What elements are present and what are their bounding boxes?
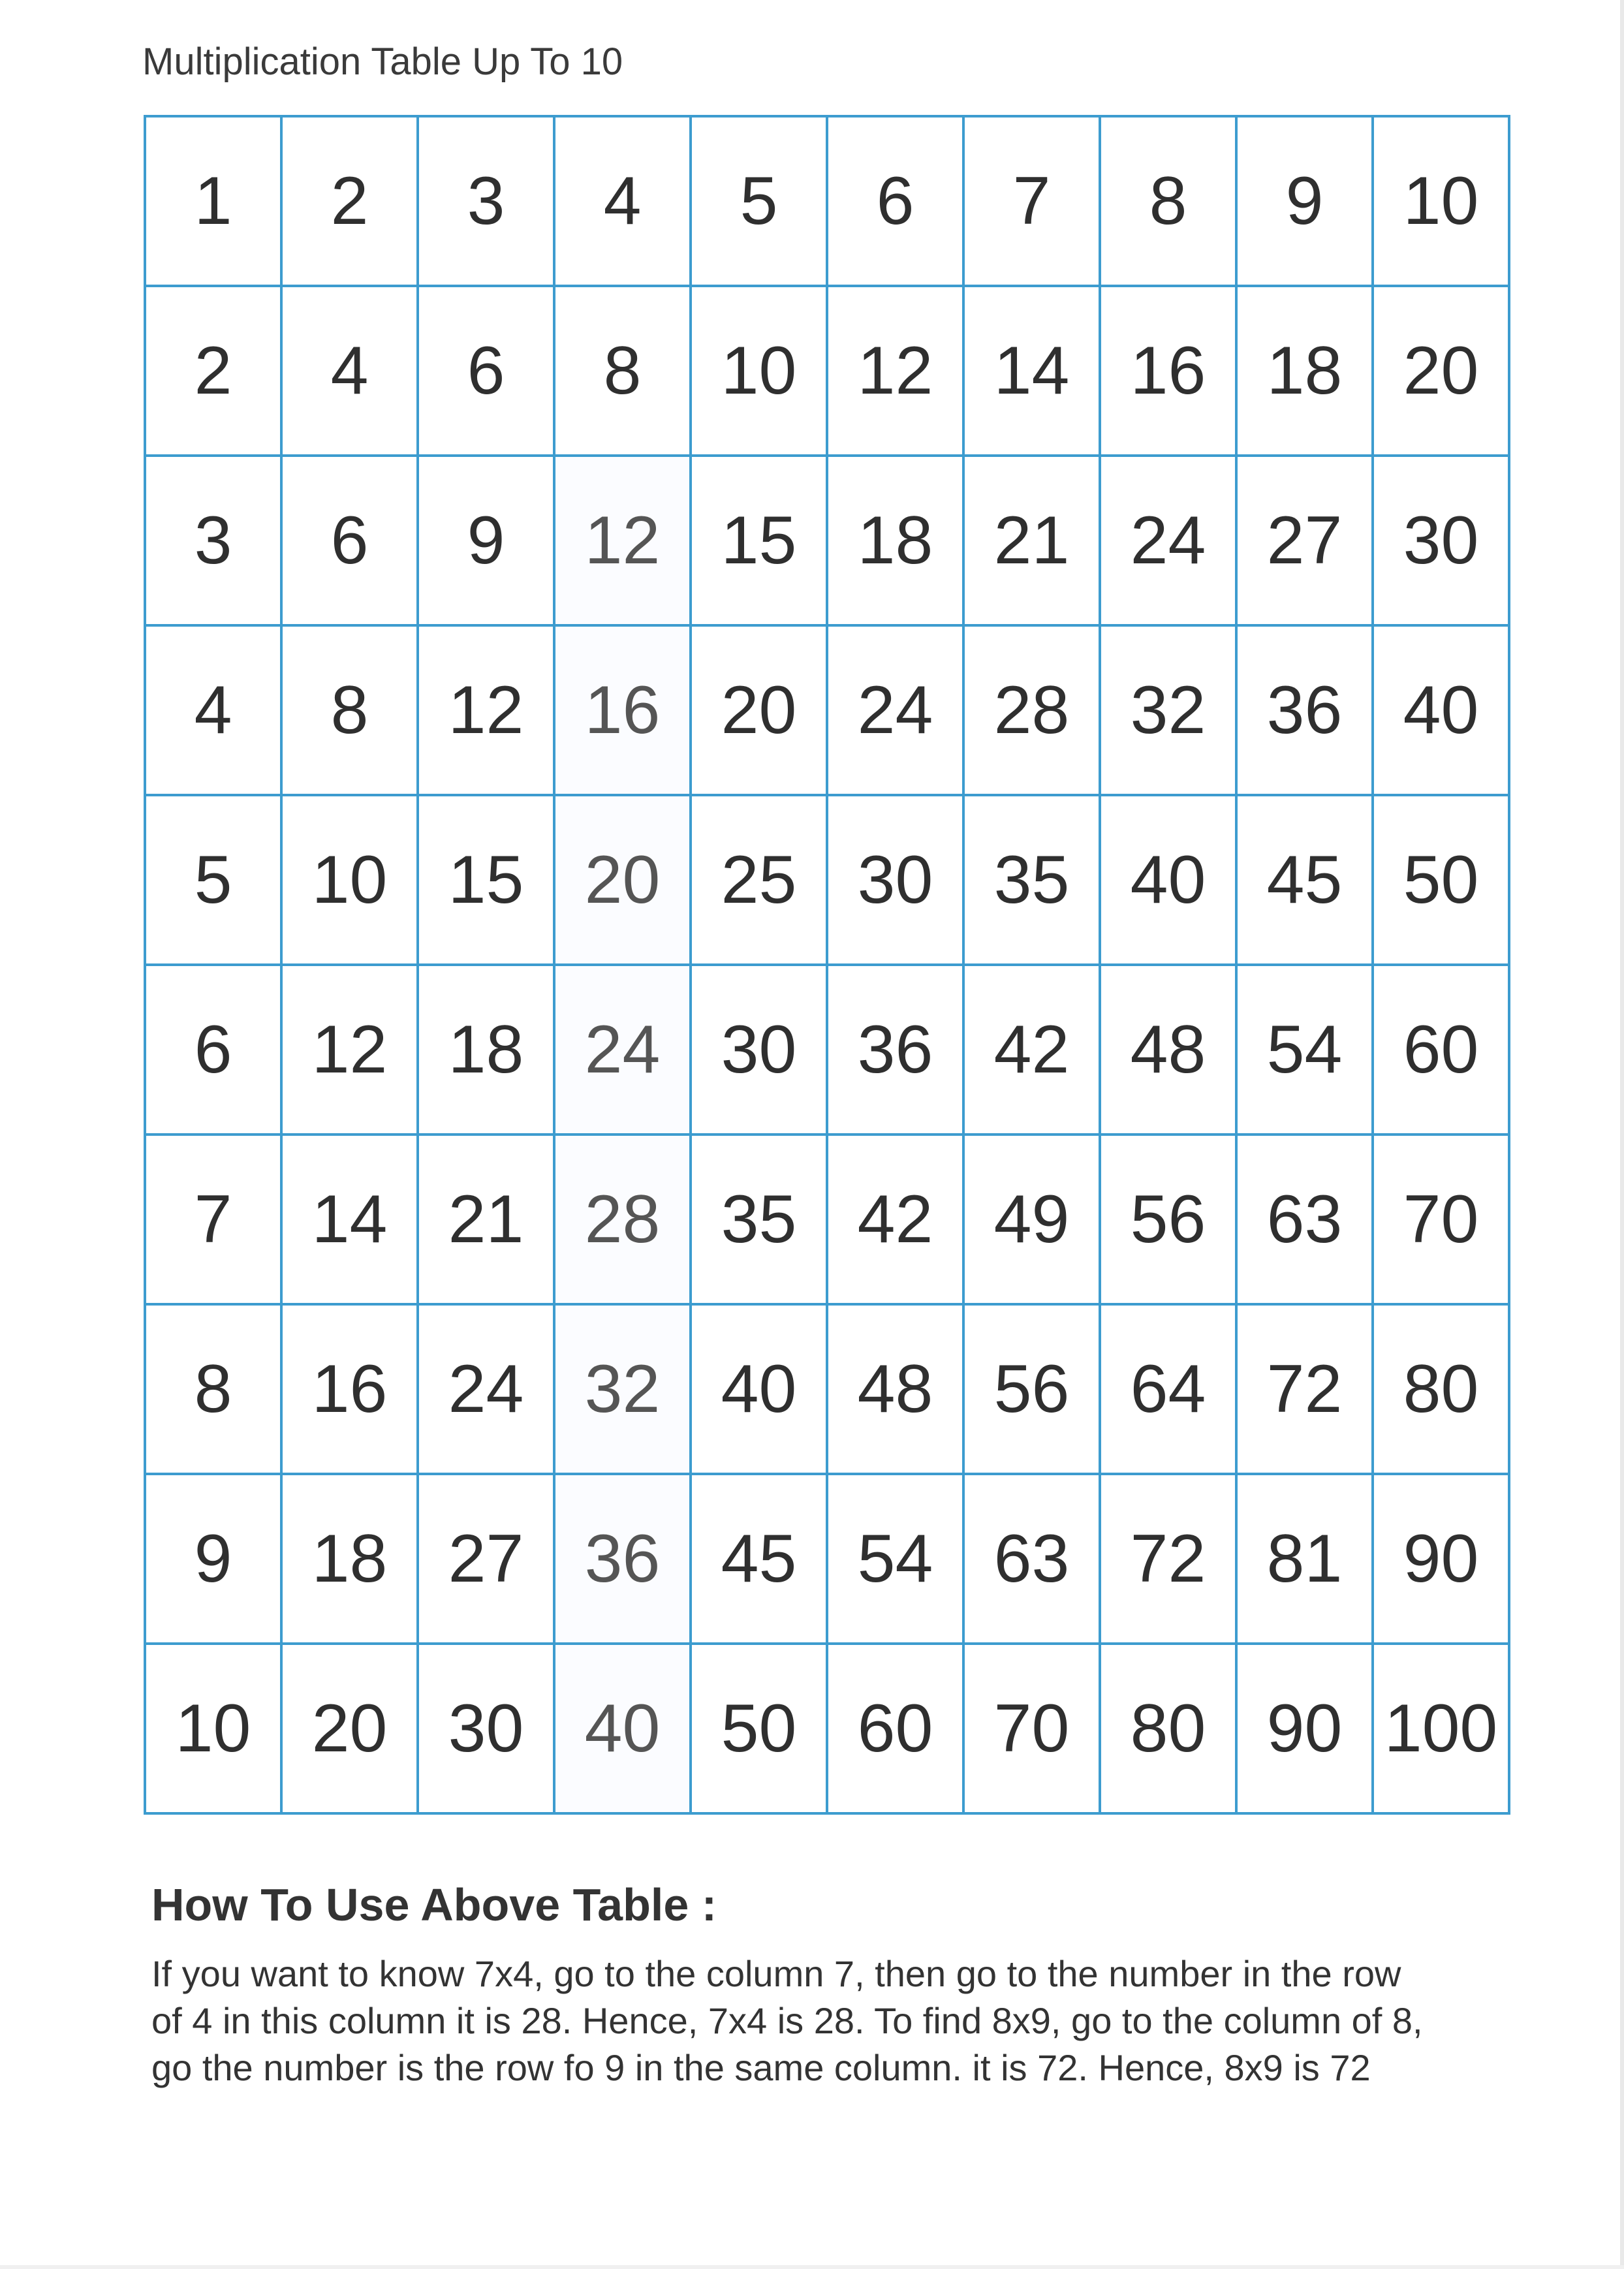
table-cell: 100 [1373,1644,1509,1813]
table-cell: 24 [554,965,691,1134]
table-cell: 49 [963,1134,1100,1304]
table-cell: 2 [145,286,281,456]
table-cell: 14 [963,286,1100,456]
table-cell: 21 [418,1134,554,1304]
table-cell: 15 [418,795,554,965]
table-cell: 90 [1236,1644,1373,1813]
table-cell: 6 [145,965,281,1134]
table-cell: 35 [691,1134,827,1304]
table-cell: 12 [418,625,554,795]
table-cell: 30 [418,1644,554,1813]
table-cell: 40 [691,1304,827,1474]
table-cell: 32 [554,1304,691,1474]
multiplication-table-container [144,115,1498,1812]
table-cell: 10 [145,1644,281,1813]
table-cell: 56 [1100,1134,1236,1304]
table-cell: 6 [827,116,963,286]
table-cell: 16 [281,1304,418,1474]
table-cell: 16 [554,625,691,795]
table-cell: 12 [281,965,418,1134]
table-cell: 9 [1236,116,1373,286]
table-cell: 40 [554,1644,691,1813]
page-title: Multiplication Table Up To 10 [142,40,623,83]
table-cell: 70 [963,1644,1100,1813]
howto-heading: How To Use Above Table : [151,1879,717,1930]
table-cell: 20 [554,795,691,965]
table-cell: 6 [281,456,418,625]
table-row [145,625,1509,795]
table-cell: 16 [1100,286,1236,456]
table-cell: 64 [1100,1304,1236,1474]
table-cell: 18 [1236,286,1373,456]
table-cell: 63 [963,1474,1100,1644]
table-cell: 35 [963,795,1100,965]
table-cell: 25 [691,795,827,965]
table-cell: 56 [963,1304,1100,1474]
table-row [145,795,1509,965]
table-row [145,1134,1509,1304]
table-cell: 27 [1236,456,1373,625]
table-cell: 80 [1373,1304,1509,1474]
table-cell: 42 [827,1134,963,1304]
howto-instructions [151,1950,1574,2091]
table-cell: 28 [554,1134,691,1304]
page-edge-bottom [0,2265,1624,2269]
table-cell: 20 [281,1644,418,1813]
table-cell: 2 [281,116,418,286]
howto-line: of 4 in this column it is 28. Hence, 7x4 is 28. To find 8x9, go to the column of 8, [151,2000,1423,2041]
table-cell: 8 [1100,116,1236,286]
table-cell: 48 [1100,965,1236,1134]
multiplication-table [144,115,1510,1815]
table-cell: 60 [827,1644,963,1813]
table-cell: 4 [145,625,281,795]
table-cell: 9 [418,456,554,625]
table-cell: 4 [554,116,691,286]
table-cell: 7 [145,1134,281,1304]
table-cell: 63 [1236,1134,1373,1304]
table-cell: 10 [691,286,827,456]
table-cell: 72 [1100,1474,1236,1644]
page-edge [1620,0,1624,2269]
table-cell: 36 [1236,625,1373,795]
table-cell: 5 [145,795,281,965]
table-cell: 12 [827,286,963,456]
table-cell: 28 [963,625,1100,795]
table-row [145,116,1509,286]
table-row [145,456,1509,625]
table-cell: 80 [1100,1644,1236,1813]
table-cell: 8 [554,286,691,456]
howto-line: go the number is the row fo 9 in the same column. it is 72. Hence, 8x9 is 72 [151,2047,1371,2088]
table-cell: 36 [827,965,963,1134]
table-cell: 8 [281,625,418,795]
table-cell: 40 [1373,625,1509,795]
table-cell: 5 [691,116,827,286]
table-row [145,1644,1509,1813]
table-cell: 21 [963,456,1100,625]
table-cell: 81 [1236,1474,1373,1644]
table-row [145,286,1509,456]
table-row [145,1304,1509,1474]
table-row [145,965,1509,1134]
table-cell: 12 [554,456,691,625]
table-cell: 24 [827,625,963,795]
table-cell: 3 [145,456,281,625]
table-cell: 30 [1373,456,1509,625]
table-cell: 42 [963,965,1100,1134]
table-row [145,1474,1509,1644]
table-body [145,116,1509,1813]
table-cell: 14 [281,1134,418,1304]
table-cell: 24 [1100,456,1236,625]
table-cell: 20 [1373,286,1509,456]
table-cell: 90 [1373,1474,1509,1644]
table-cell: 54 [827,1474,963,1644]
table-cell: 10 [1373,116,1509,286]
table-cell: 1 [145,116,281,286]
table-cell: 18 [418,965,554,1134]
table-cell: 40 [1100,795,1236,965]
table-cell: 7 [963,116,1100,286]
table-cell: 70 [1373,1134,1509,1304]
table-cell: 6 [418,286,554,456]
table-cell: 10 [281,795,418,965]
table-cell: 50 [691,1644,827,1813]
table-cell: 32 [1100,625,1236,795]
table-cell: 45 [1236,795,1373,965]
table-cell: 48 [827,1304,963,1474]
table-cell: 45 [691,1474,827,1644]
table-cell: 8 [145,1304,281,1474]
table-cell: 20 [691,625,827,795]
table-cell: 30 [827,795,963,965]
table-cell: 60 [1373,965,1509,1134]
table-cell: 24 [418,1304,554,1474]
table-cell: 18 [827,456,963,625]
table-cell: 54 [1236,965,1373,1134]
howto-line: If you want to know 7x4, go to the column 7, then go to the number in the row [151,1953,1401,1994]
table-cell: 36 [554,1474,691,1644]
table-cell: 30 [691,965,827,1134]
table-cell: 9 [145,1474,281,1644]
table-cell: 27 [418,1474,554,1644]
table-cell: 15 [691,456,827,625]
table-cell: 72 [1236,1304,1373,1474]
table-cell: 18 [281,1474,418,1644]
table-cell: 50 [1373,795,1509,965]
table-cell: 3 [418,116,554,286]
table-cell: 4 [281,286,418,456]
